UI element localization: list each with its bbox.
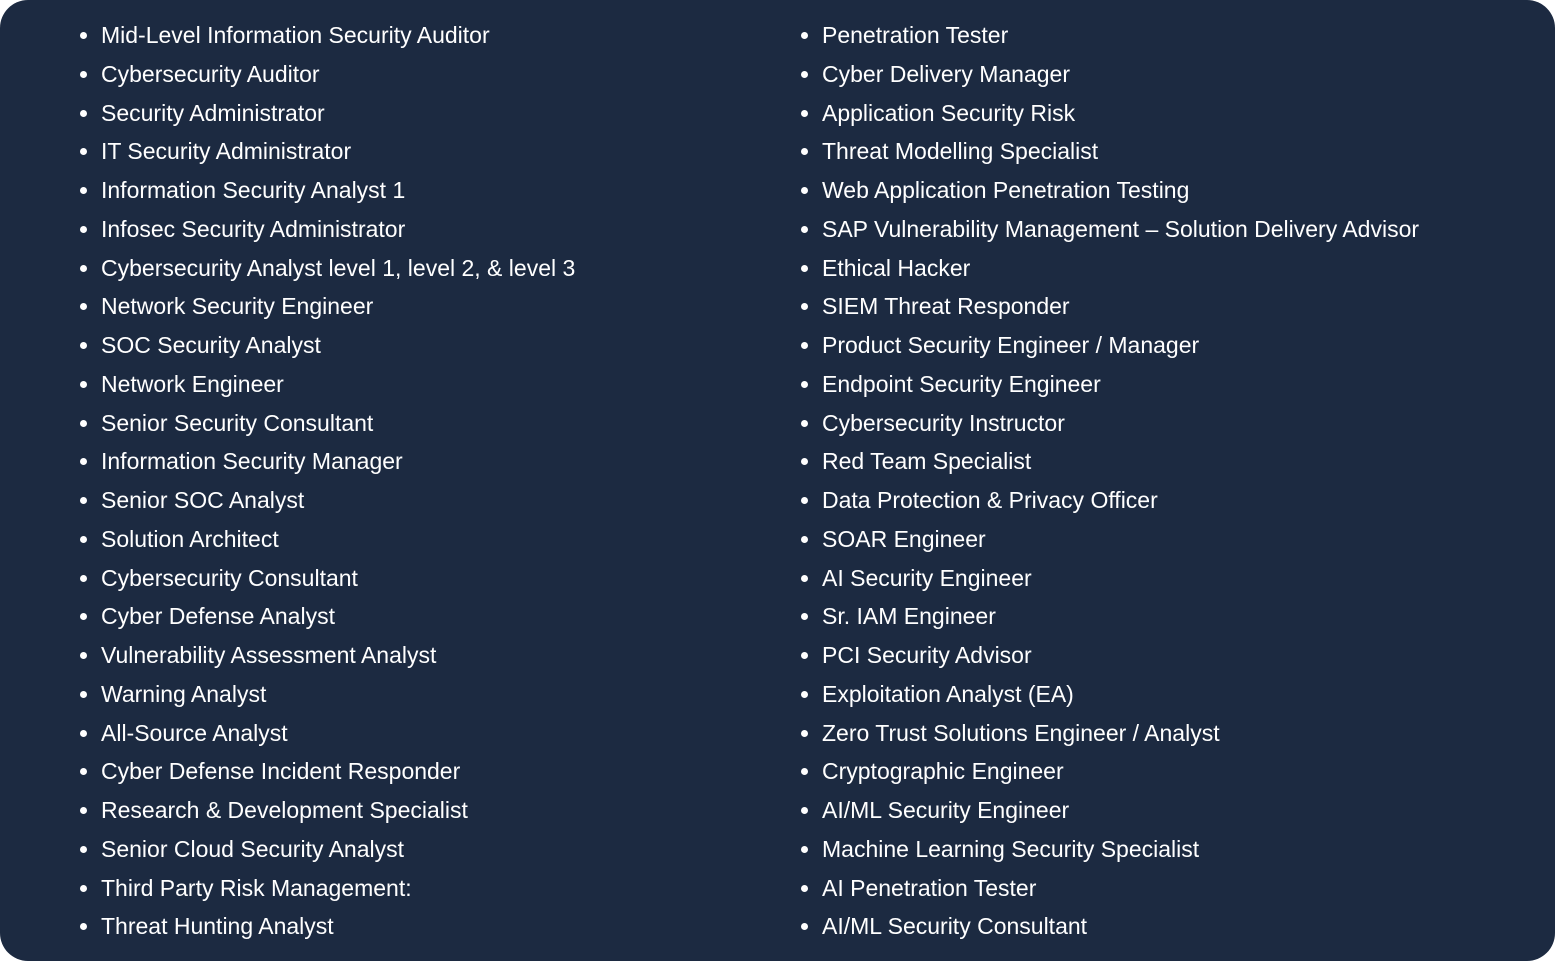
list-item-label: AI/ML Security Consultant (822, 913, 1088, 940)
list-item-label: Cybersecurity Consultant (101, 564, 358, 591)
bullet-icon (801, 575, 808, 582)
bullet-icon (801, 768, 808, 775)
bullet-icon (801, 691, 808, 698)
bullet-icon (80, 613, 87, 620)
bullet-icon (80, 226, 87, 233)
list-item-label: Cryptographic Engineer (822, 758, 1064, 785)
bullet-icon (80, 342, 87, 349)
list-item (799, 326, 1419, 365)
list-item-label: Web Application Penetration Testing (822, 177, 1190, 203)
bullet-icon (801, 148, 808, 155)
list-item-label: Red Team Specialist (822, 448, 1032, 475)
list-item (78, 907, 575, 946)
list-item-label: SIEM Threat Responder (822, 293, 1070, 320)
list-item-label: Senior Cloud Security Analyst (101, 835, 404, 862)
bullet-icon (80, 652, 87, 659)
list-item-label: Network Engineer (101, 370, 284, 397)
list-item (78, 404, 575, 443)
list-item (78, 675, 575, 714)
bullet-icon (80, 536, 87, 543)
list-item (799, 210, 1419, 249)
bullet-icon (80, 575, 87, 582)
list-item-label: SOAR Engineer (822, 525, 986, 552)
list-item (799, 249, 1419, 288)
list-item-label: Sr. IAM Engineer (822, 603, 996, 630)
bullet-icon (801, 187, 808, 194)
list-item (78, 869, 575, 908)
list-item-label: AI Penetration Tester (822, 874, 1037, 901)
list-item (799, 94, 1419, 133)
bullet-icon (80, 148, 87, 155)
list-item (78, 481, 575, 520)
list-item-label: Cyber Defense Analyst (101, 603, 335, 630)
bullet-icon (801, 458, 808, 465)
bullet-icon (80, 32, 87, 39)
bullet-icon (801, 613, 808, 620)
list-item (799, 636, 1419, 675)
list-item (78, 210, 575, 249)
bullet-icon (801, 652, 808, 659)
bullet-icon (80, 885, 87, 892)
list-item (799, 675, 1419, 714)
list-item (799, 365, 1419, 404)
list-item (799, 597, 1419, 636)
list-item-label: Infosec Security Administrator (101, 215, 406, 242)
list-item (78, 171, 575, 210)
list-item (799, 907, 1419, 946)
bullet-icon (801, 71, 808, 78)
list-item (799, 171, 1419, 210)
list-item (78, 249, 575, 288)
list-item (78, 326, 575, 365)
bullet-icon (801, 110, 808, 117)
bullet-icon (801, 807, 808, 814)
list-item-label: Ethical Hacker (822, 254, 971, 281)
list-item-label: SOC Security Analyst (101, 332, 321, 358)
list-item-label: Network Security Engineer (101, 293, 374, 320)
list-item-label: PCI Security Advisor (822, 642, 1032, 668)
list-item-label: Application Security Risk (822, 99, 1076, 126)
list-item-label: Penetration Tester (822, 22, 1009, 48)
list-item-label: Solution Architect (101, 525, 279, 552)
list-item-label: Endpoint Security Engineer (822, 370, 1101, 397)
list-item (78, 16, 575, 55)
list-item-label: SAP Vulnerability Management – Solution Delivery Advisor (822, 215, 1420, 242)
bullet-icon (80, 730, 87, 737)
list-item (78, 55, 575, 94)
list-item (78, 636, 575, 675)
list-item (799, 791, 1419, 830)
list-item-label: Warning Analyst (101, 680, 267, 707)
list-item (78, 365, 575, 404)
list-item (799, 132, 1419, 171)
list-item (78, 791, 575, 830)
bullet-icon (801, 536, 808, 543)
bullet-icon (801, 265, 808, 272)
bullet-icon (80, 846, 87, 853)
list-item-label: Third Party Risk Management: (101, 874, 412, 901)
list-item-label: Senior Security Consultant (101, 409, 374, 436)
list-item (78, 830, 575, 869)
list-item-label: Research & Development Specialist (101, 797, 468, 823)
list-item-label: Product Security Engineer / Manager (822, 332, 1200, 358)
bullet-icon (80, 807, 87, 814)
list-item (78, 752, 575, 791)
list-item-label: Information Security Analyst 1 (101, 177, 406, 203)
bullet-icon (80, 265, 87, 272)
bullet-icon (801, 497, 808, 504)
list-item (78, 132, 575, 171)
bullet-icon (80, 303, 87, 310)
list-item (78, 520, 575, 559)
job-roles-list-right (799, 16, 1419, 946)
bullet-icon (801, 303, 808, 310)
list-item (799, 287, 1419, 326)
bullet-icon (80, 187, 87, 194)
list-item (799, 481, 1419, 520)
bullet-icon (801, 420, 808, 427)
list-item (799, 714, 1419, 753)
list-item-label: Exploitation Analyst (EA) (822, 680, 1074, 707)
list-item-label: Zero Trust Solutions Engineer / Analyst (822, 719, 1220, 746)
bullet-icon (80, 497, 87, 504)
list-item (78, 559, 575, 598)
bullet-icon (801, 730, 808, 737)
list-item-label: Information Security Manager (101, 448, 403, 475)
list-item-label: Cyber Delivery Manager (822, 60, 1070, 87)
job-roles-list-left (78, 16, 575, 946)
list-item-label: Cybersecurity Auditor (101, 60, 320, 87)
list-item (799, 752, 1419, 791)
list-item-label: Vulnerability Assessment Analyst (101, 642, 437, 668)
bullet-icon (801, 885, 808, 892)
list-item (799, 442, 1419, 481)
list-item-label: AI Security Engineer (822, 564, 1032, 591)
list-item (799, 404, 1419, 443)
list-item (799, 520, 1419, 559)
list-item (799, 869, 1419, 908)
bullet-icon (80, 110, 87, 117)
bullet-icon (80, 381, 87, 388)
bullet-icon (801, 226, 808, 233)
list-item (78, 714, 575, 753)
list-item-label: Machine Learning Security Specialist (822, 835, 1200, 862)
bullet-icon (801, 381, 808, 388)
list-item-label: Cybersecurity Analyst level 1, level 2, & level 3 (101, 254, 576, 281)
bullet-icon (80, 420, 87, 427)
bullet-icon (801, 342, 808, 349)
bullet-icon (80, 458, 87, 465)
list-item-label: Senior SOC Analyst (101, 487, 305, 513)
list-item (799, 559, 1419, 598)
list-item-label: Cybersecurity Instructor (822, 409, 1065, 436)
list-item-label: Threat Hunting Analyst (101, 913, 334, 940)
list-item-label: All-Source Analyst (101, 719, 288, 746)
bullet-icon (801, 923, 808, 930)
bullet-icon (80, 71, 87, 78)
bullet-icon (801, 846, 808, 853)
list-item-label: Cyber Defense Incident Responder (101, 758, 461, 785)
list-item (78, 94, 575, 133)
list-item (78, 597, 575, 636)
list-item-label: Threat Modelling Specialist (822, 138, 1099, 165)
list-item (799, 55, 1419, 94)
list-item (799, 16, 1419, 55)
list-item-label: Mid-Level Information Security Auditor (101, 22, 490, 48)
bullet-icon (801, 32, 808, 39)
list-item (799, 830, 1419, 869)
list-item (78, 442, 575, 481)
bullet-icon (80, 768, 87, 775)
bullet-icon (80, 691, 87, 698)
bullet-icon (80, 923, 87, 930)
list-item-label: Data Protection & Privacy Officer (822, 487, 1158, 513)
list-item-label: AI/ML Security Engineer (822, 797, 1070, 823)
list-item-label: Security Administrator (101, 99, 325, 126)
list-item (78, 287, 575, 326)
list-item-label: IT Security Administrator (101, 138, 352, 165)
